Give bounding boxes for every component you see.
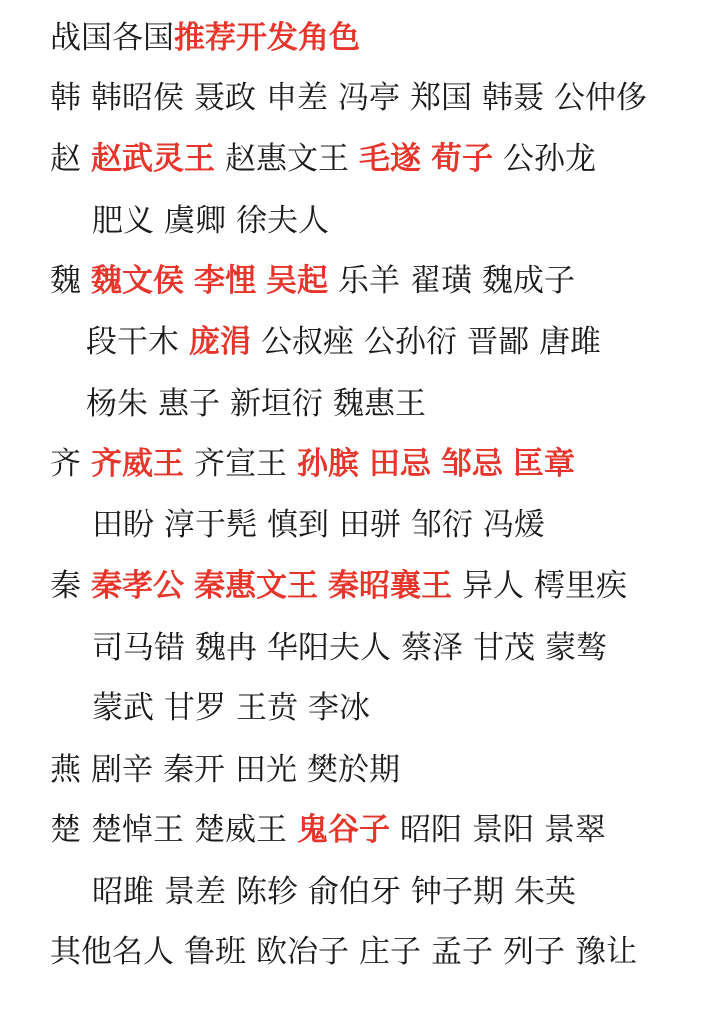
recommended-name: 吴起 (266, 263, 328, 299)
name: 剧辛 (91, 752, 153, 788)
name: 公孙龙 (503, 141, 596, 177)
name: 欧冶子 (256, 934, 349, 970)
name: 公孙衍 (364, 324, 457, 360)
name: 魏冉 (195, 630, 257, 666)
name: 秦开 (163, 752, 225, 788)
name: 樗里疾 (534, 568, 627, 604)
name: 田骈 (339, 507, 401, 543)
name: 蔡泽 (401, 630, 463, 666)
name: 邹衍 (411, 507, 473, 543)
recommended-name: 匡章 (513, 446, 575, 482)
name: 公仲侈 (554, 80, 647, 116)
recommended-name: 孙膑 (297, 446, 359, 482)
name: 慎到 (267, 507, 329, 543)
title-highlight: 推荐开发角色 (174, 20, 360, 56)
name: 华阳夫人 (267, 630, 391, 666)
name: 樊於期 (307, 752, 400, 788)
name: 韩昭侯 (91, 80, 184, 116)
name: 翟璜 (410, 263, 472, 299)
recommended-name: 李悝 (194, 263, 256, 299)
name: 徐夫人 (236, 203, 329, 239)
name: 蒙骜 (545, 630, 607, 666)
text-line (92, 684, 370, 732)
name: 段干木 (86, 324, 179, 360)
text-line (50, 440, 575, 488)
recommended-name: 齐威王 (91, 446, 184, 482)
name: 韩聂 (482, 80, 544, 116)
name: 景翠 (544, 812, 606, 848)
recommended-name: 秦昭襄王 (328, 568, 452, 604)
recommended-name: 秦惠文王 (194, 568, 318, 604)
name: 景阳 (472, 812, 534, 848)
name: 唐雎 (539, 324, 601, 360)
name: 聂政 (194, 80, 256, 116)
text-line (92, 501, 545, 549)
text-line (86, 380, 426, 428)
recommended-name: 毛遂 (359, 141, 421, 177)
name: 魏 (50, 263, 81, 299)
name: 赵惠文王 (225, 141, 349, 177)
text-line (92, 197, 329, 245)
name: 甘茂 (473, 630, 535, 666)
title-plain: 战国各国 (50, 20, 174, 56)
name: 列子 (503, 934, 565, 970)
text-line (50, 806, 606, 854)
name: 景差 (164, 874, 226, 910)
name: 田光 (235, 752, 297, 788)
title-line (50, 14, 360, 62)
text-line (92, 624, 607, 672)
recommended-name: 田忌 (369, 446, 431, 482)
name: 孟子 (431, 934, 493, 970)
recommended-name: 邹忌 (441, 446, 503, 482)
name: 杨朱 (86, 386, 148, 422)
name: 楚悼王 (91, 812, 184, 848)
name: 异人 (462, 568, 524, 604)
recommended-name: 荀子 (431, 141, 493, 177)
text-line (50, 74, 647, 122)
name: 韩 (50, 80, 81, 116)
name: 其他名人 (50, 934, 174, 970)
name: 晋鄙 (467, 324, 529, 360)
recommended-name: 鬼谷子 (297, 812, 390, 848)
name: 新垣衍 (230, 386, 323, 422)
name: 公叔痤 (261, 324, 354, 360)
name: 蒙武 (92, 690, 154, 726)
name: 庄子 (359, 934, 421, 970)
recommended-name: 秦孝公 (91, 568, 184, 604)
recommended-name: 庞涓 (189, 324, 251, 360)
text-line (86, 318, 601, 366)
name: 鲁班 (184, 934, 246, 970)
name: 乐羊 (338, 263, 400, 299)
name: 俞伯牙 (308, 874, 401, 910)
name: 冯煖 (483, 507, 545, 543)
name: 齐宣王 (194, 446, 287, 482)
name: 昭阳 (400, 812, 462, 848)
name: 楚威王 (194, 812, 287, 848)
name: 申差 (266, 80, 328, 116)
text-line (50, 135, 596, 183)
name: 甘罗 (164, 690, 226, 726)
name: 肥义 (92, 203, 154, 239)
name: 陈轸 (236, 874, 298, 910)
name: 钟子期 (411, 874, 504, 910)
text-line (92, 868, 576, 916)
recommended-name: 赵武灵王 (91, 141, 215, 177)
name: 淳于髡 (164, 507, 257, 543)
name: 魏成子 (482, 263, 575, 299)
recommended-name: 魏文侯 (91, 263, 184, 299)
name: 冯亭 (338, 80, 400, 116)
name: 齐 (50, 446, 81, 482)
name: 昭雎 (92, 874, 154, 910)
text-line (50, 562, 627, 610)
text-line (50, 746, 400, 794)
name: 楚 (50, 812, 81, 848)
name: 王贲 (236, 690, 298, 726)
name: 惠子 (158, 386, 220, 422)
name: 田盼 (92, 507, 154, 543)
name: 魏惠王 (333, 386, 426, 422)
name: 秦 (50, 568, 81, 604)
name: 虞卿 (164, 203, 226, 239)
name: 李冰 (308, 690, 370, 726)
name: 郑国 (410, 80, 472, 116)
text-line (50, 928, 637, 976)
name: 赵 (50, 141, 81, 177)
text-line (50, 257, 575, 305)
name: 豫让 (575, 934, 637, 970)
name: 司马错 (92, 630, 185, 666)
name: 朱英 (514, 874, 576, 910)
name: 燕 (50, 752, 81, 788)
